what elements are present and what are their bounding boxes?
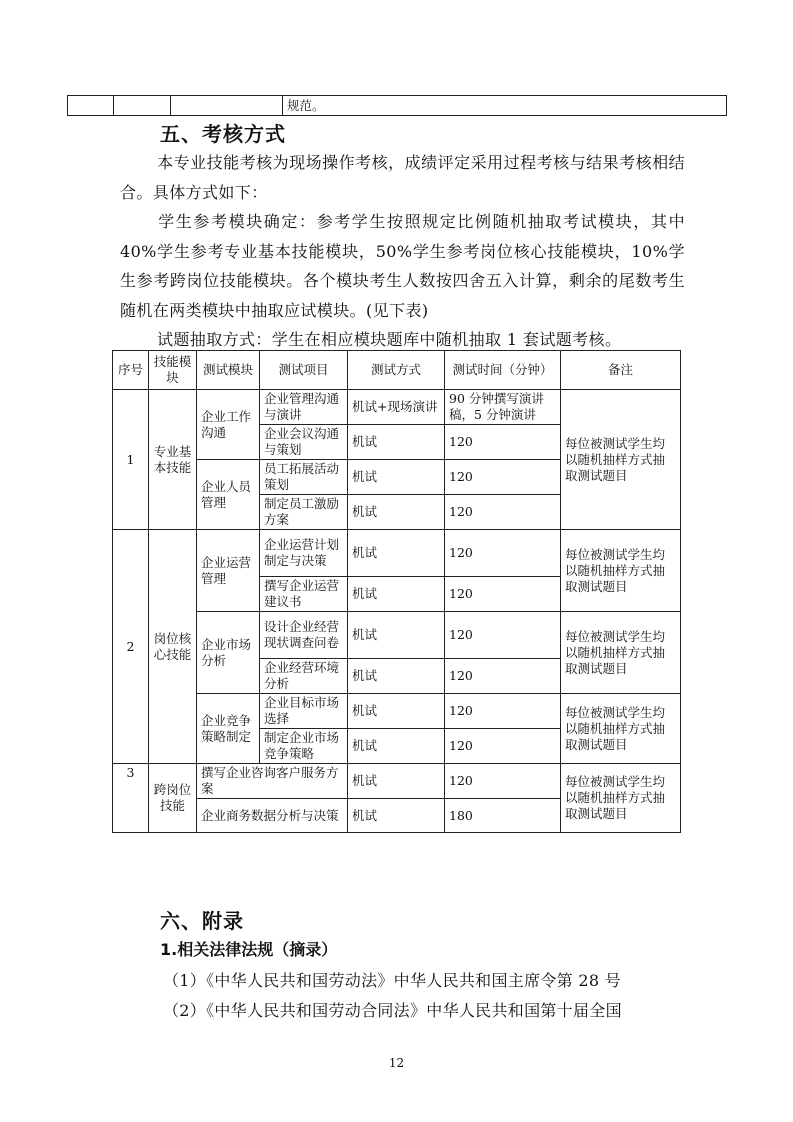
subsection-heading: 1.相关法律法规（摘录） (160, 940, 338, 959)
test-time: 120 (445, 577, 561, 612)
table-cell: 规范。 (283, 96, 727, 116)
test-project: 设计企业经营现状调查问卷 (260, 612, 348, 659)
page-number: 12 (388, 1056, 405, 1070)
remark: 每位被测试学生均以随机抽样方式抽取测试题目 (561, 530, 681, 612)
table-cell (68, 96, 114, 116)
test-module: 企业竞争策略制定 (197, 694, 260, 764)
test-method: 机试 (348, 729, 445, 764)
test-project: 企业会议沟通与策划 (260, 425, 348, 460)
test-time: 120 (445, 729, 561, 764)
test-method: 机试 (348, 425, 445, 460)
test-project: 撰写企业运营建议书 (260, 577, 348, 612)
row-number: 3 (113, 764, 149, 833)
column-header: 备注 (561, 351, 681, 390)
remark: 每位被测试学生均以随机抽样方式抽取测试题目 (561, 390, 681, 530)
paragraph-text: 学生参考模块确定：参考学生按照规定比例随机抽取考试模块，其中 40%学生参考专业基本技能模块，50%学生参考岗位核心技能模块，10%学生参考跨岗位技能模块。各个模块考生人数按四舍五入计算，剩余的尾数考生随机在两类模块中抽取应试模块。(见下表) (120, 212, 685, 320)
remark: 每位被测试学生均以随机抽样方式抽取测试题目 (561, 694, 681, 764)
skill-module: 岗位核心技能 (149, 530, 197, 764)
test-method: 机试 (348, 694, 445, 729)
column-header: 序号 (113, 351, 149, 390)
remark: 每位被测试学生均以随机抽样方式抽取测试题目 (561, 764, 681, 833)
continuation-table (67, 95, 727, 116)
paragraph-text: 试题抽取方式：学生在相应模块题库中随机抽取 1 套试题考核。 (157, 330, 622, 349)
skill-module: 专业基本技能 (149, 390, 197, 530)
test-module: 企业人员管理 (197, 460, 260, 530)
test-method: 机试+现场演讲 (348, 390, 445, 425)
test-project: 制定企业市场竞争策略 (260, 729, 348, 764)
column-header: 测试项目 (260, 351, 348, 390)
test-time: 120 (445, 460, 561, 495)
test-module: 企业运营管理 (197, 530, 260, 612)
section-heading-assessment: 五、考核方式 (160, 122, 286, 146)
table-row (113, 612, 681, 659)
test-time: 120 (445, 659, 561, 694)
test-method: 机试 (348, 460, 445, 495)
column-header: 测试方式 (348, 351, 445, 390)
test-method: 机试 (348, 612, 445, 659)
table-cell (114, 96, 171, 116)
test-method: 机试 (348, 530, 445, 577)
test-module: 企业工作沟通 (197, 390, 260, 460)
test-time: 120 (445, 495, 561, 530)
test-method: 机试 (348, 799, 445, 833)
test-time: 120 (445, 425, 561, 460)
column-header: 技能模块 (149, 351, 197, 390)
paragraph-text: 本专业技能考核为现场操作考核，成绩评定采用过程考核与结果考核相结合。具体方式如下： (120, 153, 685, 202)
remark: 每位被测试学生均以随机抽样方式抽取测试题目 (561, 612, 681, 694)
table-row (113, 694, 681, 729)
table-row (68, 96, 727, 116)
paragraph (120, 148, 685, 207)
test-time: 180 (445, 799, 561, 833)
test-method: 机试 (348, 764, 445, 799)
table-row (113, 530, 681, 577)
section-heading-appendix: 六、附录 (160, 909, 244, 933)
test-project: 企业经营环境分析 (260, 659, 348, 694)
law-entry: （1）《中华人民共和国劳动法》中华人民共和国主席令第 28 号 (163, 971, 622, 990)
paragraph (120, 207, 685, 325)
test-time: 90 分钟撰写演讲稿，5 分钟演讲 (445, 390, 561, 425)
test-project: 制定员工激励方案 (260, 495, 348, 530)
test-method: 机试 (348, 577, 445, 612)
row-number: 1 (113, 390, 149, 530)
test-project: 企业管理沟通与演讲 (260, 390, 348, 425)
test-time: 120 (445, 764, 561, 799)
skill-module: 跨岗位技能 (149, 764, 197, 833)
table-row (113, 390, 681, 425)
test-project: 企业商务数据分析与决策 (197, 799, 348, 833)
table-row (113, 764, 681, 799)
assessment-table (112, 350, 681, 833)
test-method: 机试 (348, 659, 445, 694)
table-cell (171, 96, 283, 116)
test-time: 120 (445, 694, 561, 729)
test-project: 企业目标市场选择 (260, 694, 348, 729)
column-header: 测试时间（分钟） (445, 351, 561, 390)
test-project: 撰写企业咨询客户服务方案 (197, 764, 348, 799)
column-header: 测试模块 (197, 351, 260, 390)
test-time: 120 (445, 530, 561, 577)
test-time: 120 (445, 612, 561, 659)
test-module: 企业市场分析 (197, 612, 260, 694)
test-project: 员工拓展活动策划 (260, 460, 348, 495)
row-number: 2 (113, 530, 149, 764)
law-entry: （2）《中华人民共和国劳动合同法》中华人民共和国第十届全国 (163, 1001, 622, 1020)
test-method: 机试 (348, 495, 445, 530)
test-project: 企业运营计划制定与决策 (260, 530, 348, 577)
table-header-row (113, 351, 681, 390)
